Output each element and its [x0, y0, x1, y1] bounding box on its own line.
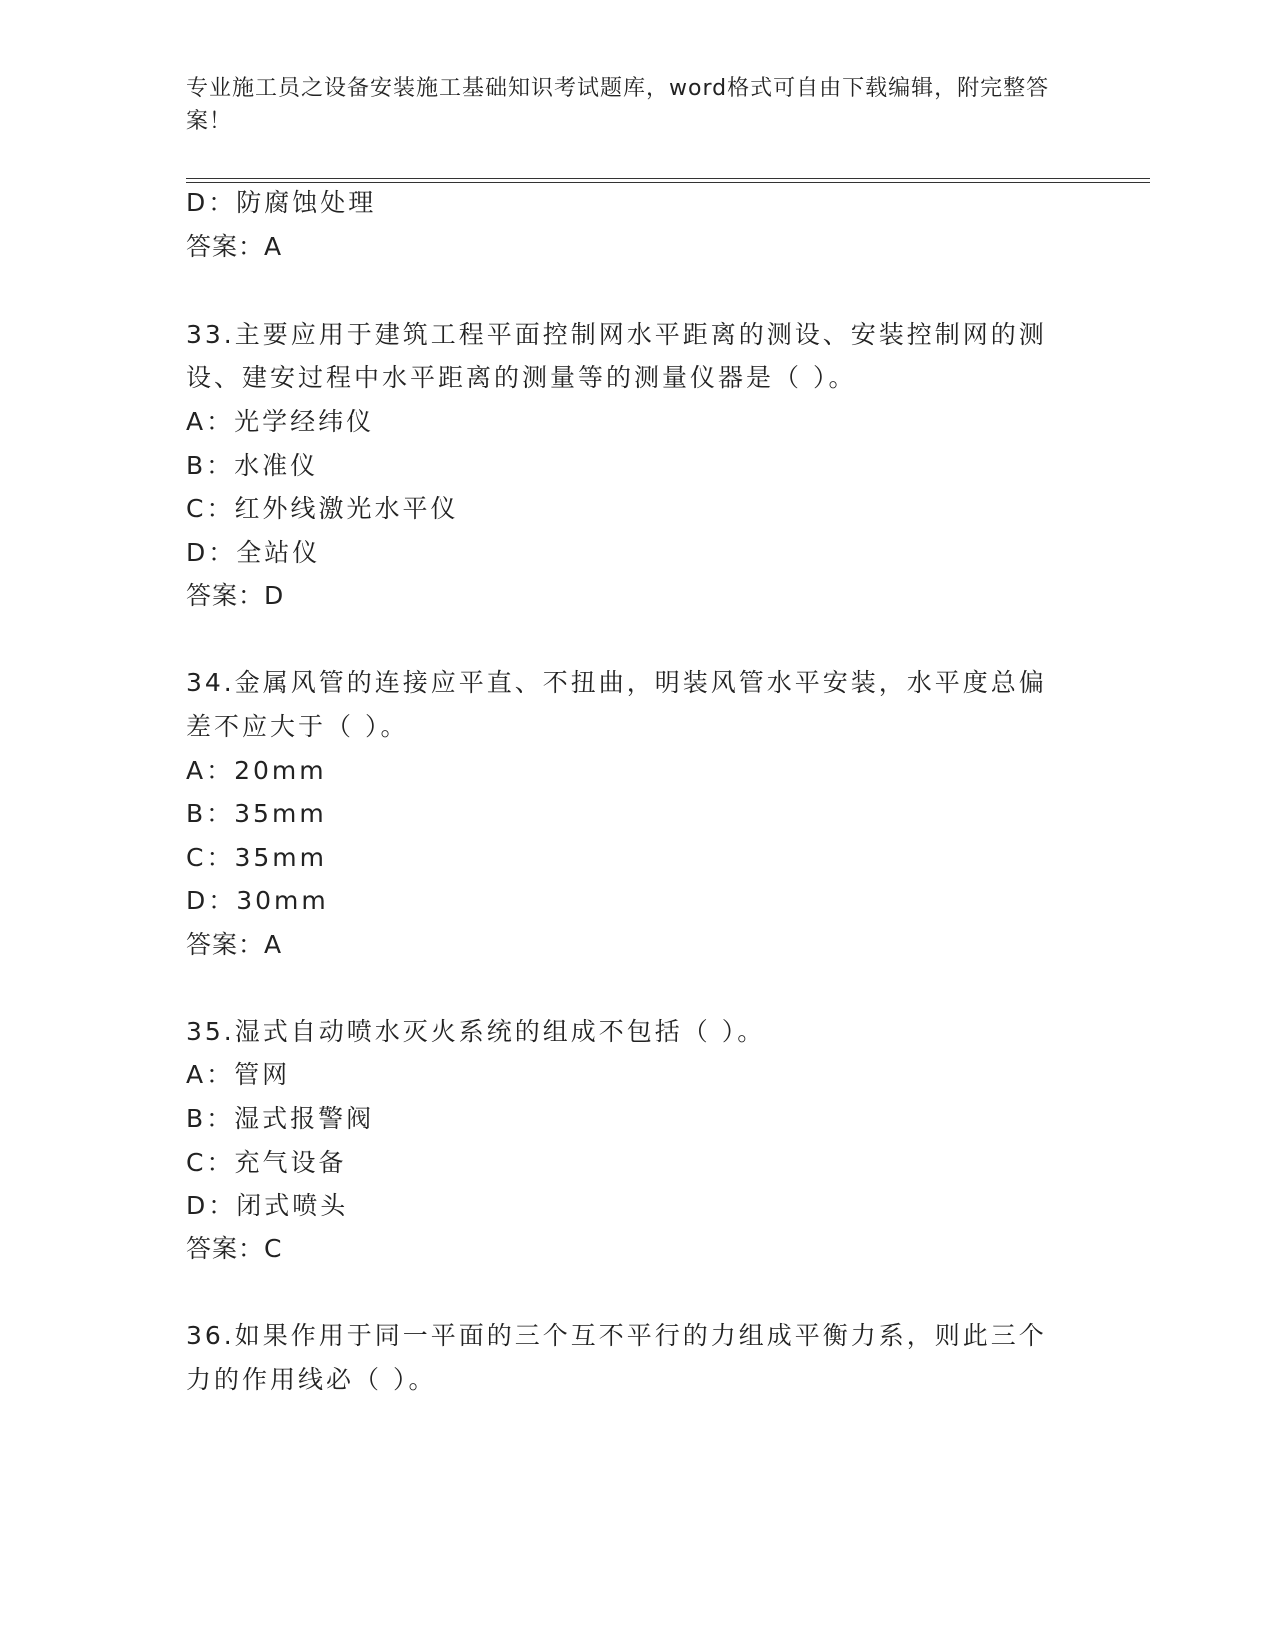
question-36-stem-line-1: 36.如果作用于同一平面的三个互不平行的力组成平衡力系，则此三个 — [186, 1321, 1047, 1350]
question-34-stem-line-1: 34.金属风管的连接应平直、不扭曲，明装风管水平安装，水平度总偏 — [186, 668, 1047, 697]
question-35-answer: 答案：C — [186, 1234, 283, 1263]
question-33-option-d: D：全站仪 — [186, 538, 321, 567]
question-34-stem-line-2: 差不应大于（ ）。 — [186, 712, 409, 741]
question-33-option-c: C：红外线激光水平仪 — [186, 494, 459, 523]
question-35-option-c: C：充气设备 — [186, 1148, 347, 1177]
question-33-option-a: A：光学经纬仪 — [186, 407, 375, 436]
question-35-option-a: A：管网 — [186, 1060, 291, 1089]
question-34-option-c: C：35mm — [186, 843, 327, 872]
question-34-option-d: D：30mm — [186, 886, 329, 915]
question-34-answer: 答案：A — [186, 930, 283, 959]
question-34-option-b: B：35mm — [186, 799, 327, 828]
question-33-stem-line-2: 设、建安过程中水平距离的测量等的测量仪器是（ ）。 — [186, 363, 857, 392]
question-35-option-b: B：湿式报警阀 — [186, 1104, 375, 1133]
question-36-stem-line-2: 力的作用线必（ ）。 — [186, 1365, 437, 1394]
question-35-stem-line-1: 35.湿式自动喷水灭火系统的组成不包括（ ）。 — [186, 1017, 766, 1046]
question-33-stem-line-1: 33.主要应用于建筑工程平面控制网水平距离的测设、安装控制网的测 — [186, 320, 1047, 349]
option-d: D：防腐蚀处理 — [186, 188, 377, 217]
page-header-text: 专业施工员之设备安装施工基础知识考试题库，word格式可自由下载编辑，附完整答案！ — [186, 76, 1050, 134]
question-35-option-d: D：闭式喷头 — [186, 1191, 349, 1220]
question-33-answer: 答案：D — [186, 581, 285, 610]
question-33-option-b: B：水准仪 — [186, 451, 319, 480]
header-divider — [186, 178, 1150, 183]
question-34-option-a: A：20mm — [186, 756, 327, 785]
answer-line: 答案：A — [186, 232, 283, 261]
